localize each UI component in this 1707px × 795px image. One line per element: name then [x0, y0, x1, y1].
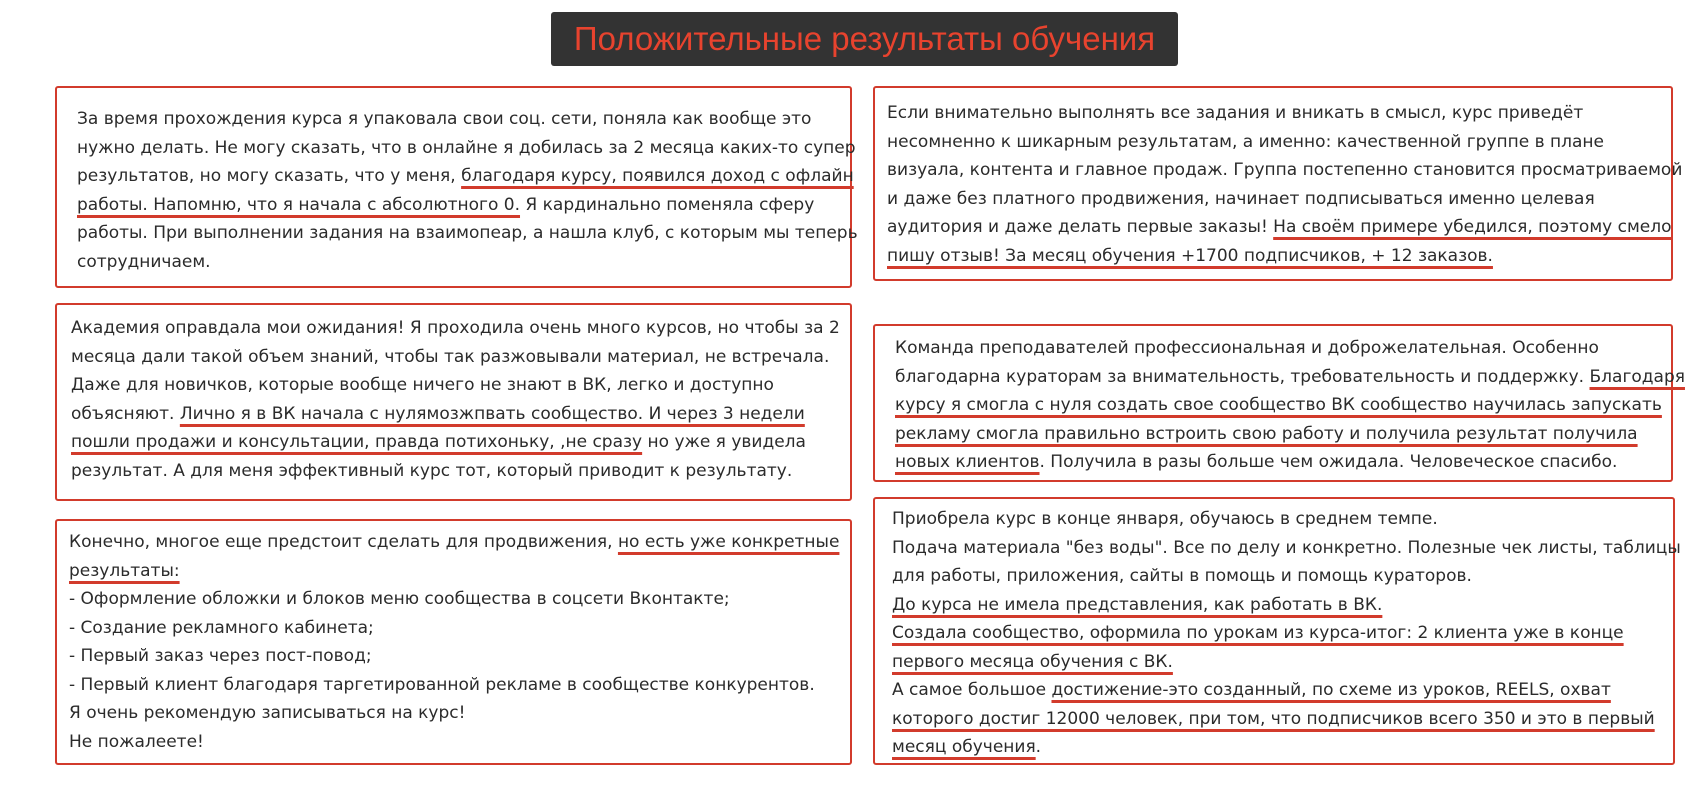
review-line [77, 248, 850, 277]
review-line [69, 557, 850, 586]
review-text: Если внимательно выполнять все задания и вникать в смысл, курс приведёт [887, 103, 1584, 123]
highlighted-text: На своём примере убедился, поэтому смело [1273, 217, 1672, 237]
review-line [69, 671, 850, 700]
review-text: - Оформление обложки и блоков меню сообщества в соцсети Вконтакте; [69, 589, 730, 609]
review-line [69, 642, 850, 671]
review-line [887, 99, 1671, 128]
review-text: и даже без платного продвижения, начинает подписываться именно целевая [887, 188, 1595, 209]
review-card [55, 519, 852, 765]
highlighted-text: До курса не имела представления, как работать в ВК. [892, 594, 1383, 615]
review-text: несомненно к шикарным результатам, а именно: качественной группе в плане [887, 131, 1604, 152]
page-title: Положительные результаты обучения [551, 12, 1178, 66]
highlighted-text: курсу я смогла с нуля создать свое сообщество ВК сообщество научилась запускать [895, 395, 1662, 415]
review-line [892, 733, 1673, 762]
highlighted-text: Благодаря [1589, 366, 1685, 387]
review-text: Академия оправдала мои ожидания! Я проходила очень много курсов, но чтобы за 2 [71, 318, 840, 338]
highlighted-text: Создала сообщество, оформила по урокам из курса-итог: 2 клиента уже в конце [892, 623, 1624, 643]
review-text: Приобрела курс в конце января, обучаюсь в среднем темпе. [892, 509, 1438, 529]
review-text: благодарна кураторам за внимательность, требовательность и поддержку. [895, 366, 1590, 387]
review-text: Не пожалеете! [69, 731, 204, 752]
review-card [55, 86, 858, 288]
review-line [71, 428, 850, 457]
review-text: - Первый клиент благодаря таргетированной рекламе в сообществе конкурентов. [69, 674, 815, 695]
review-card [873, 497, 1681, 765]
review-text: Я кардинально поменяла сферу [520, 194, 815, 215]
highlighted-text: первого месяца обучения с ВК. [892, 651, 1173, 672]
review-text: А самое большое [892, 680, 1052, 700]
review-line [71, 457, 850, 486]
review-line [892, 619, 1673, 648]
review-text: месяца дали такой объем знаний, чтобы так разжовывали материал, не встречала. [71, 346, 830, 367]
review-card [873, 86, 1683, 281]
review-line [892, 591, 1673, 620]
review-line [892, 505, 1673, 534]
review-text: результатов, но могу сказать, что у меня, [77, 166, 462, 186]
review-card [55, 303, 852, 501]
review-line [77, 134, 856, 163]
review-line [77, 105, 850, 134]
review-text: Даже для новичков, которые вообще ничего не знают в ВК, легко и доступно [71, 375, 774, 395]
review-text: объясняют. [71, 403, 180, 424]
review-line [69, 614, 850, 643]
review-text: Команда преподавателей профессиональная и доброжелательная. Особенно [895, 338, 1599, 358]
review-text: но уже я увидела [642, 432, 806, 452]
highlighted-text: достижение-это созданный, по схеме из уроков, REELS, охват [1051, 680, 1611, 700]
review-text: визуала, контента и главное продаж. Группа постепенно становится просматриваемой [887, 160, 1683, 180]
review-text: Я очень рекомендую записываться на курс! [69, 703, 466, 723]
review-line [71, 400, 850, 429]
highlighted-text: пишу отзыв! За месяц обучения +1700 подписчиков, + 12 заказов. [887, 245, 1493, 266]
highlighted-text: пошли продажи и консультации, правда потихоньку, ,не сразу [71, 432, 643, 452]
highlighted-text: рекламу смогла правильно встроить свою работу и получила результат получила [895, 423, 1638, 444]
highlighted-text: которого достиг 12000 человек, при том, что подписчиков всего 350 и это в первый [892, 708, 1655, 729]
review-line [895, 391, 1671, 420]
review-line [887, 242, 1671, 271]
review-line [887, 185, 1671, 214]
review-line [892, 705, 1673, 734]
review-line [892, 534, 1681, 563]
review-text: аудитория и даже делать первые заказы! [887, 217, 1274, 237]
review-line [69, 528, 850, 557]
review-line [69, 699, 850, 728]
highlighted-text: месяц обучения [892, 737, 1036, 757]
review-line [887, 128, 1671, 157]
review-line [71, 314, 850, 343]
review-line [69, 728, 850, 757]
review-line [895, 363, 1685, 392]
review-text: . [1035, 737, 1042, 757]
review-text: сотрудничаем. [77, 251, 211, 272]
review-line [77, 191, 850, 220]
review-line [887, 156, 1683, 185]
review-text: За время прохождения курса я упаковала свои соц. сети, поняла как вообще это [77, 109, 812, 129]
review-text: Подача материала "без воды". Все по делу и конкретно. Полезные чек листы, таблицы [892, 537, 1681, 558]
highlighted-text: благодаря курсу, появился доход с офлайн [461, 166, 854, 186]
review-card [873, 324, 1685, 482]
highlighted-text: работы. Напомню, что я начала с абсолютного 0. [77, 194, 521, 215]
review-line [71, 371, 850, 400]
review-line [892, 676, 1673, 705]
review-line [77, 219, 858, 248]
review-text: работы. При выполнении задания на взаимопеар, а нашла клуб, с которым мы теперь [77, 223, 858, 243]
review-line [71, 343, 850, 372]
review-text: результат. А для меня эффективный курс тот, который приводит к результату. [71, 460, 793, 481]
review-text: для работы, приложения, сайты в помощь и помощь кураторов. [892, 566, 1472, 586]
review-line [892, 562, 1673, 591]
review-line [895, 334, 1671, 363]
review-line [895, 448, 1671, 477]
review-text: нужно делать. Не могу сказать, что в онлайне я добилась за 2 месяца каких-то супер [77, 137, 856, 158]
highlighted-text: но есть уже конкретные [617, 532, 840, 552]
highlighted-text: Лично я в ВК начала с нулямозжпвать сообщество. И через 3 недели [179, 403, 805, 424]
review-line [887, 213, 1671, 242]
review-text: Конечно, многое еще предстоит сделать для продвижения, [69, 532, 618, 552]
review-line [892, 648, 1673, 677]
highlighted-text: результаты: [69, 560, 180, 581]
review-line [69, 585, 850, 614]
highlighted-text: новых клиентов [895, 452, 1040, 472]
review-line [895, 420, 1671, 449]
review-line [77, 162, 854, 191]
review-text: - Создание рекламного кабинета; [69, 617, 374, 638]
review-text: - Первый заказ через пост-повод; [69, 646, 372, 666]
review-text: . Получила в разы больше чем ожидала. Человеческое спасибо. [1039, 452, 1618, 472]
